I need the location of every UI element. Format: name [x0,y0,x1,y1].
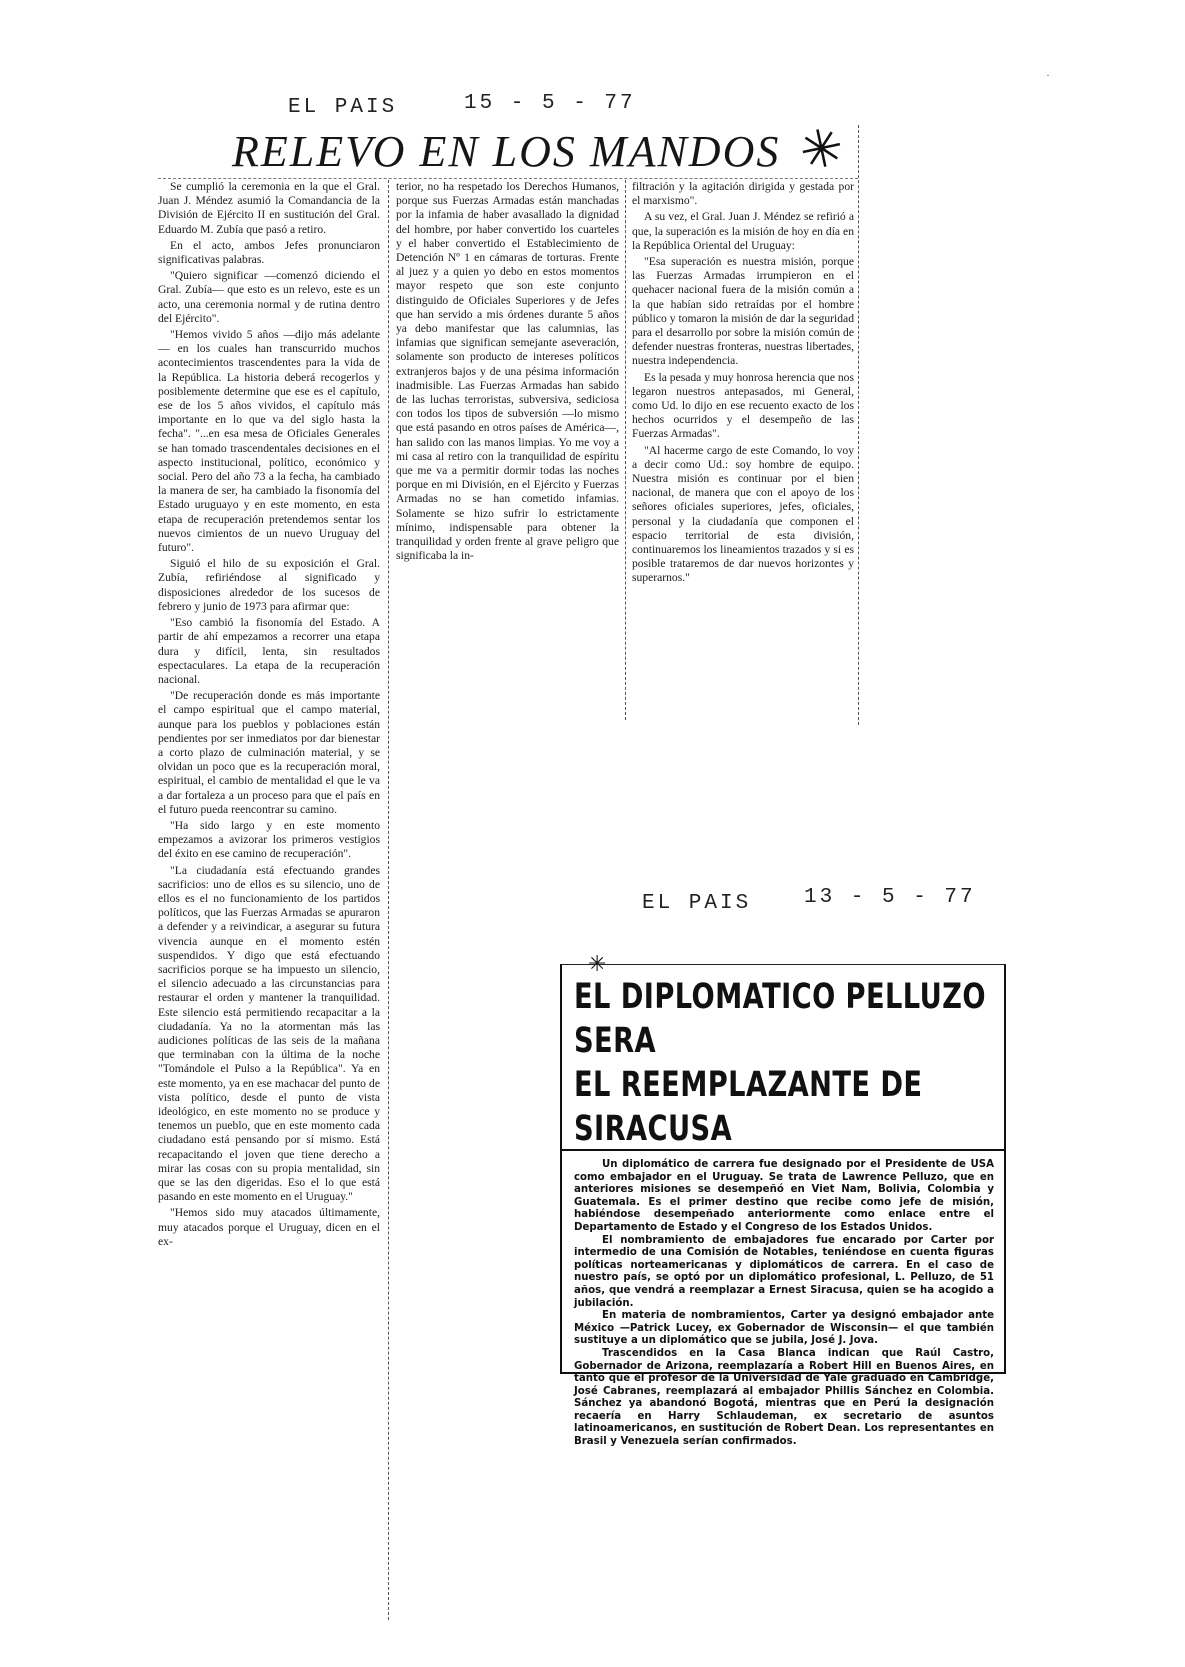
column-rule-3 [858,125,859,725]
paragraph: A su vez, el Gral. Juan J. Méndez se refirió a que, la superación es la misión de hoy en día en la República Oriental del Uruguay: [632,210,854,252]
paragraph: El nombramiento de embajadores fue encarado por Carter por intermedio de una Comisión de Notables, teniéndose en cuenta figuras políticas norteamericanas y diplomáticos de carrera. En el caso de nuestro país, se optó por un diplomático profesional, L. Pelluzo, de 51 años, que vendrá a reemplazar a Ernest Siracusa, quien se ha acogido a jubilación. [574,1234,994,1309]
article-body-2 [574,1159,994,1449]
source-label-2: EL PAIS [642,892,752,915]
paragraph: "Hemos vivido 5 años —dijo más adelante— en los cuales han transcurrido muchos acontecimientos trascendentes para la vida de la República. La historia deberá recogerlos y posiblemente determine que ese es el capítulo, ese de los 5 años vividos, el capítulo más importante en lo que va del siglo hasta la fecha". "...en esa mesa de Oficiales Generales se han tomado trascendentales decisiones en el aspecto institucional, político, económico y social. Pero del año 73 a la fecha, ha cambiado la manera de ser, ha cambiado la fisonomía del Estado uruguayo y en este momento, en esta etapa de recuperación pretendemos sentar los nuevos cimientos de un nuevo Uruguay del futuro". [158,328,380,555]
article-column-2 [396,180,619,563]
paragraph: "De recuperación donde es más importante el campo espiritual que el campo material, aunque para los pueblos y poblaciones están pendientes por ser inmediatos por dar bienestar a corto plazo de culminación material, y se olvidan un poco que es la recuperación moral, espiritual, el cambio de mentalidad el que le va a dar fortaleza a un proceso para que el país en el futuro pueda reencontrar su camino. [158,689,380,816]
source-label-1: EL PAIS [288,96,398,119]
paragraph: Se cumplió la ceremonia en la que el Gral. Juan J. Méndez asumió la Comandancia de la División de Ejército II en sustitución del Gral. Eduardo M. Zubía que pasó a retiro. [158,180,380,236]
asterisk-mark-2: ✳ [588,952,607,977]
column-rule-2 [625,180,626,720]
paragraph: filtración y la agitación dirigida y gestada por el marxismo". [632,180,854,208]
paragraph: En materia de nombramientos, Carter ya designó embajador ante México —Patrick Lucey, ex Gobernador de Wisconsin— el que también sustituye a un diplomático que se jubila, José J. Jova. [574,1310,994,1347]
article-column-1 [158,180,380,1249]
paragraph: Un diplomático de carrera fue designado por el Presidente de USA como embajador en el Uruguay. Se trata de Lawrence Pelluzo, que en anteriores misiones se desempeñó en Viet Nam, Bolivia, Colombia y Guatemala. Es el primer destino que recibe como jefe de misión, habiéndose desempeñado anteriormente como enlace entre el Departamento de Estado y el Congreso de los Estados Unidos. [574,1159,994,1233]
stray-mark: · [1046,68,1050,82]
paragraph: "Esa superación es nuestra misión, porque las Fuerzas Armadas irrumpieron en el quehacer nacional fuera de la misión común a la que habían sido retraídas por el hombre público y tomaron la misión de dar la seguridad para el desarrollo por sobre la misión común de defender nuestras fronteras, nuestras libertades, nuestra independencia. [632,255,854,368]
paragraph: "Eso cambió la fisonomía del Estado. A partir de ahí empezamos a recorrer una etapa dura y difícil, lenta, sin resultados espectaculares. La etapa de la recuperación nacional. [158,616,380,686]
paragraph: "Ha sido largo y en este momento empezamos a avizorar los primeros vestigios del éxito en ese camino de recuperación". [158,818,380,861]
column-rule-1 [388,180,389,1620]
paragraph: Trascendidos en la Casa Blanca indican que Raúl Castro, Gobernador de Arizona, reemplazaría a Robert Hill en Buenos Aires, en tanto que el profesor de la Universidad de Yale graduado en Cambridge, José Cabranes, reemplazará al embajador Phillis Sánchez en Colombia. Sánchez ya abandonó Bogotá, mientras que en Perú la designación recaería en Harry Schlaudeman, ex secretario de asuntos latinoamericanos, en sustitución de Robert Dean. Los representantes en Brasil y Venezuela serían confirmados. [574,1347,994,1448]
paragraph: "Quiero significar —comenzó diciendo el Gral. Zubía— que esto es un relevo, este es un acto, una ceremonia normal y de rutina dentro del Ejército". [158,269,380,325]
headline-line-1: EL DIPLOMATICO PELLUZO SERA [574,977,986,1061]
paragraph: "Hemos sido muy atacados últimamente, muy atacados porque el Uruguay, dicen en el ex- [158,1206,380,1248]
article-headline-2 [574,975,1003,1151]
article-headline-1: RELEVO EN LOS MANDOS [232,127,781,176]
paragraph: Siguió el hilo de su exposición el Gral. Zubía, refiriéndose al significado y disposiciones alrededor de los sucesos de febrero y junio de 1973 para afirmar que: [158,557,380,613]
paragraph: En el acto, ambos Jefes pronunciaron significativas palabras. [158,238,380,267]
paragraph: terior, no ha respetado los Derechos Humanos, porque sus Fuerzas Armadas están manchadas por la infamia de haber avasallado la dignidad del hombre, por haber convertido los cuarteles y el haber convertido el Establecimiento de Detención Nº 1 en cámaras de torturas. Frente al juez y a quien yo debo en estos momentos mayor respeto que son este conjunto distinguido de Oficiales Superiores y de Jefes que han servido a mis órdenes durante 5 años ya debo manifestar que las calumnias, las infamias que significan semejante aseveración, solamente son producto de intereses políticos extranjeros bajos y de una pésima información inadmisible. Las Fuerzas Armadas han sabido de las luchas terroristas, subversiva, sediciosa con todos los tipos de subversión —lo mismo que está pasando en otros países de América—, han salido con las manos limpias. Yo me voy a mi casa al retiro con la tranquilidad de espíritu que me va a permitir dormir todas las noches porque en mi División, en el Ejército y Fuerzas Armadas no se han cometido infamias. Solamente se hizo sufrir lo estrictamente mínimo, indispensable para obtener la tranquilidad y orden frente al grave peligro que significaba la in- [396,180,619,563]
date-label-2: 13 - 5 - 77 [804,886,976,909]
paragraph: "La ciudadanía está efectuando grandes sacrificios: uno de ellos es su silencio, uno de ellos es el no funcionamiento de los partidos políticos, que las Fuerzas Armadas se apuraron a defender y a reivindicar, a asegurar su futura vivencia aunque en el momento estén suspendidos. Y digo que está efectuando sacrificios porque se ha impuesto un silencio, el silencio adecuado a las circunstancias para restaurar el orden y mantener la tranquilidad. Este silencio está permitiendo recapacitar a la ciudadanía. Ya no la atormentan más las audiciones políticas de las seis de la mañana que terminaban con la última de la noche "Tomándole el Pulso a la República". Ya en este momento, ya en ese machacar del punto de vista político, desde el punto de vista ideológico, en este momento no se produce y tenemos un pueblo, que en este momento cada ciudadano está pensando por sí mismo. Está recapacitando el joven que tiene derecho a mirar las cosas con su propia mentalidad, sin que se las den digeridas. Eso el lo que está pasando en este momento en el Uruguay." [158,863,380,1204]
headline-line-2: EL REEMPLAZANTE DE SIRACUSA [574,1065,923,1149]
paragraph: Es la pesada y muy honrosa herencia que nos legaron nuestros antepasados, mi General, como Ud. lo dijo en ese recuento exacto de los hechos ocurridos y el desempeño de las Fuerzas Armadas". [632,370,854,441]
paragraph: "Al hacerme cargo de este Comando, lo voy a decir como Ud.: soy hombre de equipo. Nuestra misión es continuar por el bien nacional, de manera que con el apoyo de los señores oficiales superiores, jefes, oficiales, personal y la ciudadanía que componen el espacio territorial de esta división, continuaremos los lineamientos trazados y si es posible trataremos de dar nuevos horizontes y superarnos." [632,443,854,585]
asterisk-mark-1: ✳ [794,116,850,184]
article-column-3 [632,180,854,586]
clipping-top-edge [158,178,858,179]
article-box-2 [560,964,1006,1448]
date-label-1: 15 - 5 - 77 [464,92,636,115]
